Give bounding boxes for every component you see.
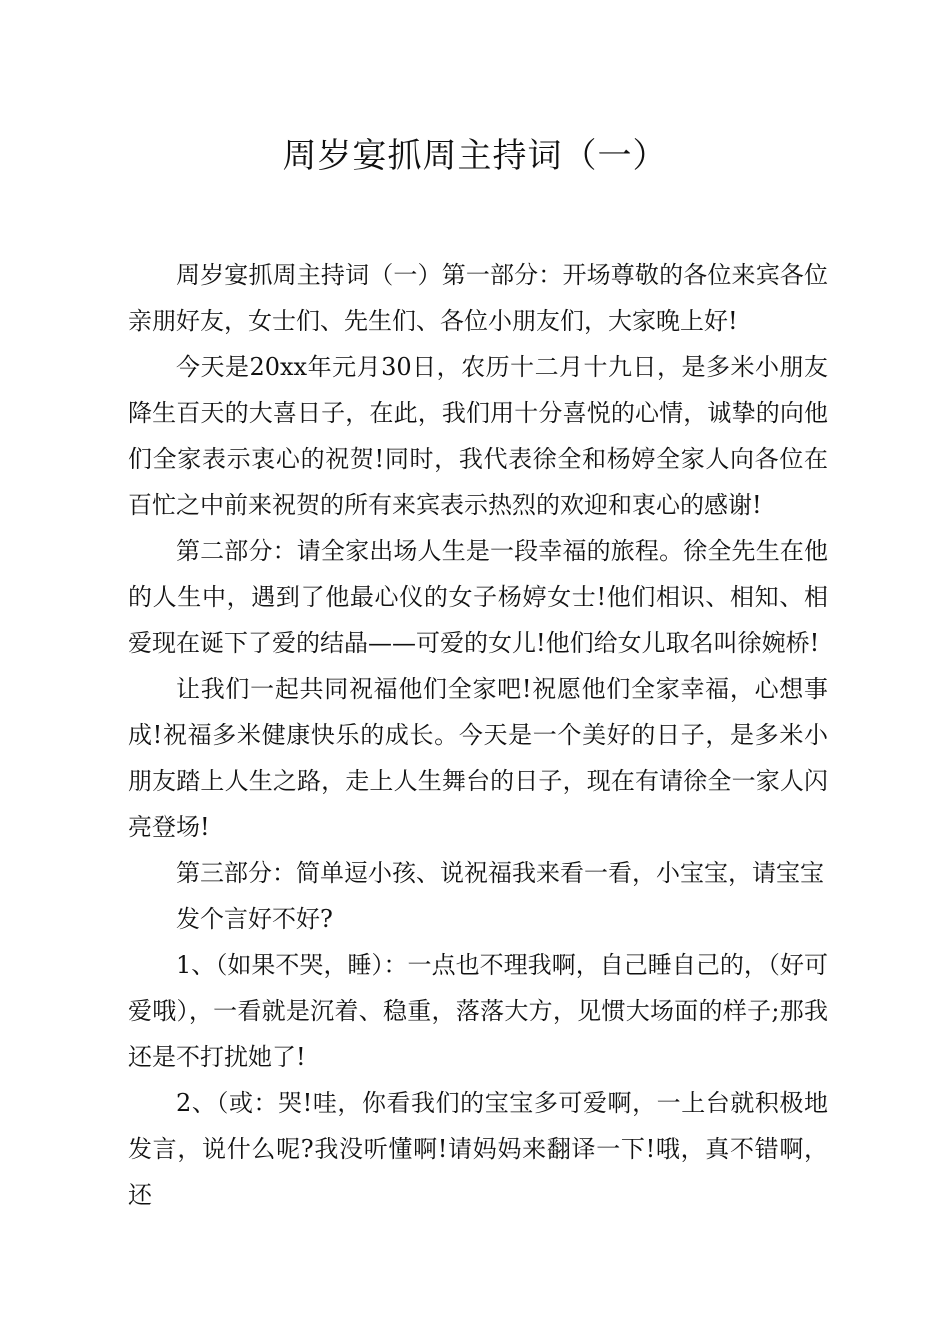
paragraph-blessing: 让我们一起共同祝福他们全家吧!祝愿他们全家幸福，心想事成!祝福多米健康快乐的成长。今天是一个美好的日子，是多米小朋友踏上人生之路，走上人生舞台的日子，现在有请徐全一家人闪亮登场! — [128, 675, 828, 841]
paragraph-item-2: 2、（或：哭!哇，你看我们的宝宝多可爱啊，一上台就积极地发言，说什么呢?我没听懂啊!请妈妈来翻译一下!哦，真不错啊，还 — [128, 1089, 828, 1209]
paragraph-part-three-cont: 发个言好不好? — [176, 905, 333, 933]
paragraph-opening: 周岁宴抓周主持词（一）第一部分：开场尊敬的各位来宾各位亲朋好友，女士们、先生们、各位小朋友们，大家晚上好! — [128, 261, 828, 335]
paragraph-part-three: 第三部分：简单逗小孩、说祝福我来看一看，小宝宝，请宝宝 — [176, 859, 824, 887]
document-title: 周岁宴抓周主持词（一） — [282, 136, 668, 176]
paragraph-part-two: 第二部分：请全家出场人生是一段幸福的旅程。徐全先生在他的人生中，遇到了他最心仪的女子杨婷女士!他们相识、相知、相爱现在诞下了爱的结晶——可爱的女儿!他们给女儿取名叫徐婉桥! — [128, 537, 828, 657]
document-body — [128, 252, 828, 1218]
paragraph-date: 今天是20xx年元月30日，农历十二月十九日，是多米小朋友降生百天的大喜日子，在此，我们用十分喜悦的心情，诚挚的向他们全家表示衷心的祝贺!同时，我代表徐全和杨婷全家人向各位在百忙之中前来祝贺的所有来宾表示热烈的欢迎和衷心的感谢! — [128, 353, 828, 519]
paragraph-item-1: 1、（如果不哭，睡）：一点也不理我啊，自己睡自己的，（好可爱哦），一看就是沉着、稳重，落落大方，见惯大场面的样子;那我还是不打扰她了! — [128, 951, 828, 1071]
